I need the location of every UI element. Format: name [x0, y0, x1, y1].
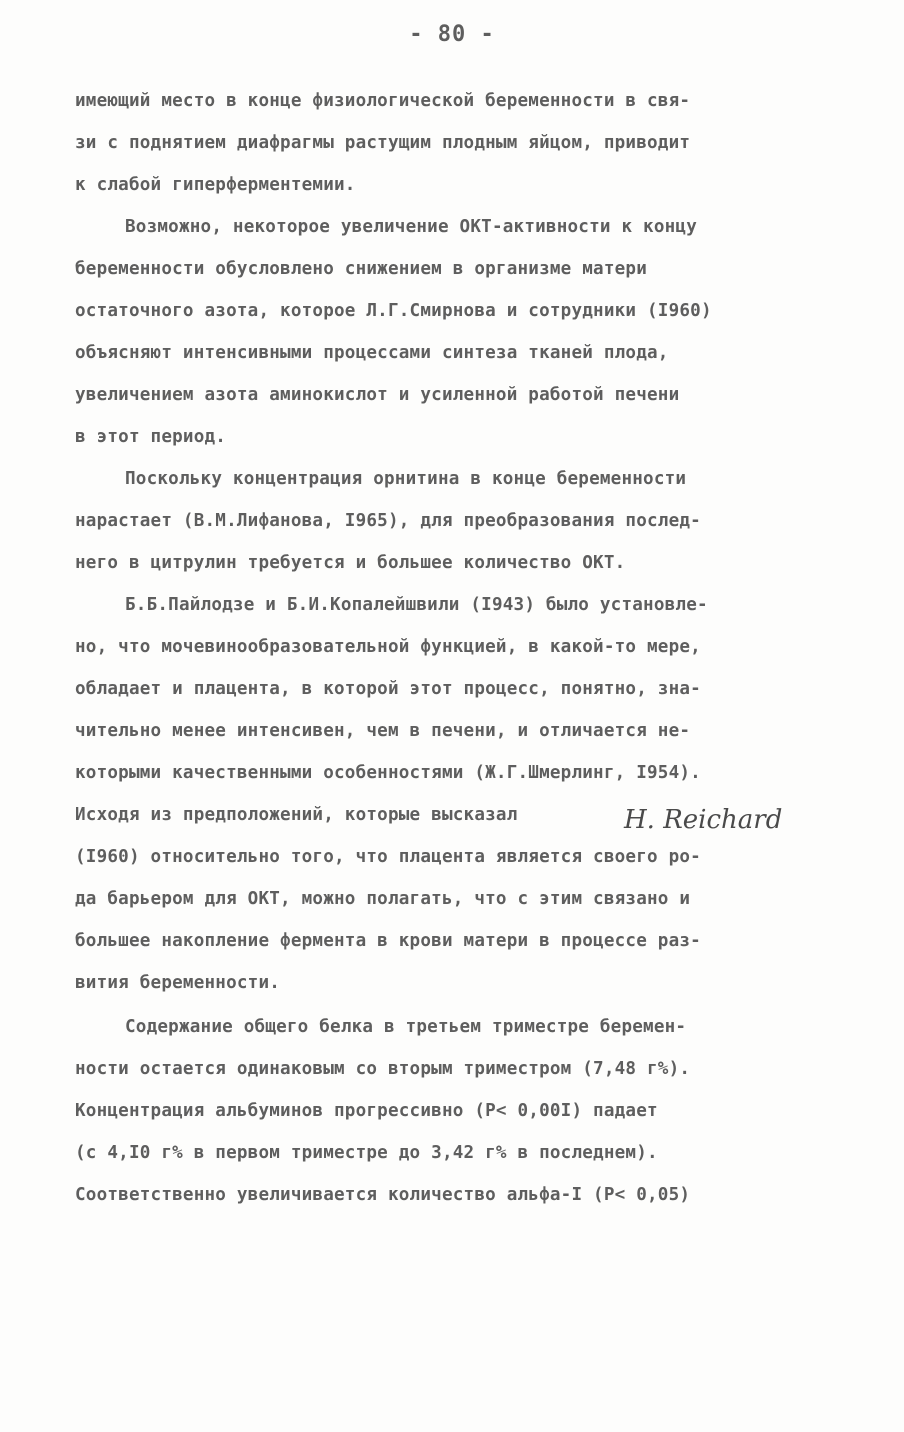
text-line: но, что мочевинообразовательной функцией, в какой-то мере,	[75, 637, 701, 657]
text-line: объясняют интенсивными процессами синтеза тканей плода,	[75, 343, 669, 363]
text-line: ности остается одинаковым со вторым триместром (7,48 г%).	[75, 1059, 691, 1079]
text-line: Поскольку концентрация орнитина в конце беременности	[125, 469, 687, 489]
text-line: Возможно, некоторое увеличение ОКТ-активности к концу	[125, 217, 697, 237]
text-line: зи с поднятием диафрагмы растущим плодным яйцом, приводит	[75, 133, 691, 153]
text-line: да барьером для ОКТ, можно полагать, что с этим связано и	[75, 889, 691, 909]
text-line: большее накопление фермента в крови матери в процессе раз-	[75, 931, 701, 951]
signature-text: H. Reichard	[624, 805, 783, 835]
text-line: увеличением азота аминокислот и усиленной работой печени	[75, 385, 680, 405]
text-line: Содержание общего белка в третьем триместре беремен-	[125, 1017, 687, 1037]
text-line: которыми качественными особенностями (Ж.Г.Шмерлинг, I954).	[75, 763, 701, 783]
text-line: Б.Б.Пайлодзе и Б.И.Копалейшвили (I943) было установле-	[125, 595, 708, 615]
text-line: беременности обусловлено снижением в организме матери	[75, 259, 647, 279]
text-line: обладает и плацента, в которой этот процесс, понятно, зна-	[75, 679, 701, 699]
text-line: нарастает (В.М.Лифанова, I965), для преобразования послед-	[75, 511, 701, 531]
text-line: Концентрация альбуминов прогрессивно (P< 0,00I) падает	[75, 1101, 658, 1121]
handwritten-author-name	[620, 800, 830, 840]
text-line: остаточного азота, которое Л.Г.Смирнова и сотрудники (I960)	[75, 301, 712, 321]
text-line: вития беременности.	[75, 973, 281, 993]
page-number: - 80 -	[409, 22, 495, 47]
text-line: к слабой гиперферментемии.	[75, 175, 356, 195]
text-line: Исходя из предположений, которые высказал	[75, 805, 518, 825]
text-line: чительно менее интенсивен, чем в печени, и отличается не-	[75, 721, 691, 741]
text-line: (I960) относительно того, что плацента является своего ро-	[75, 847, 701, 867]
text-line: (с 4,I0 г% в первом триместре до 3,42 г% в последнем).	[75, 1143, 658, 1163]
text-line: в этот период.	[75, 427, 227, 447]
text-line: него в цитрулин требуется и большее количество ОКТ.	[75, 553, 626, 573]
text-line: Соответственно увеличивается количество альфа-I (P< 0,05)	[75, 1185, 691, 1205]
text-line: имеющий место в конце физиологической беременности в свя-	[75, 91, 691, 111]
